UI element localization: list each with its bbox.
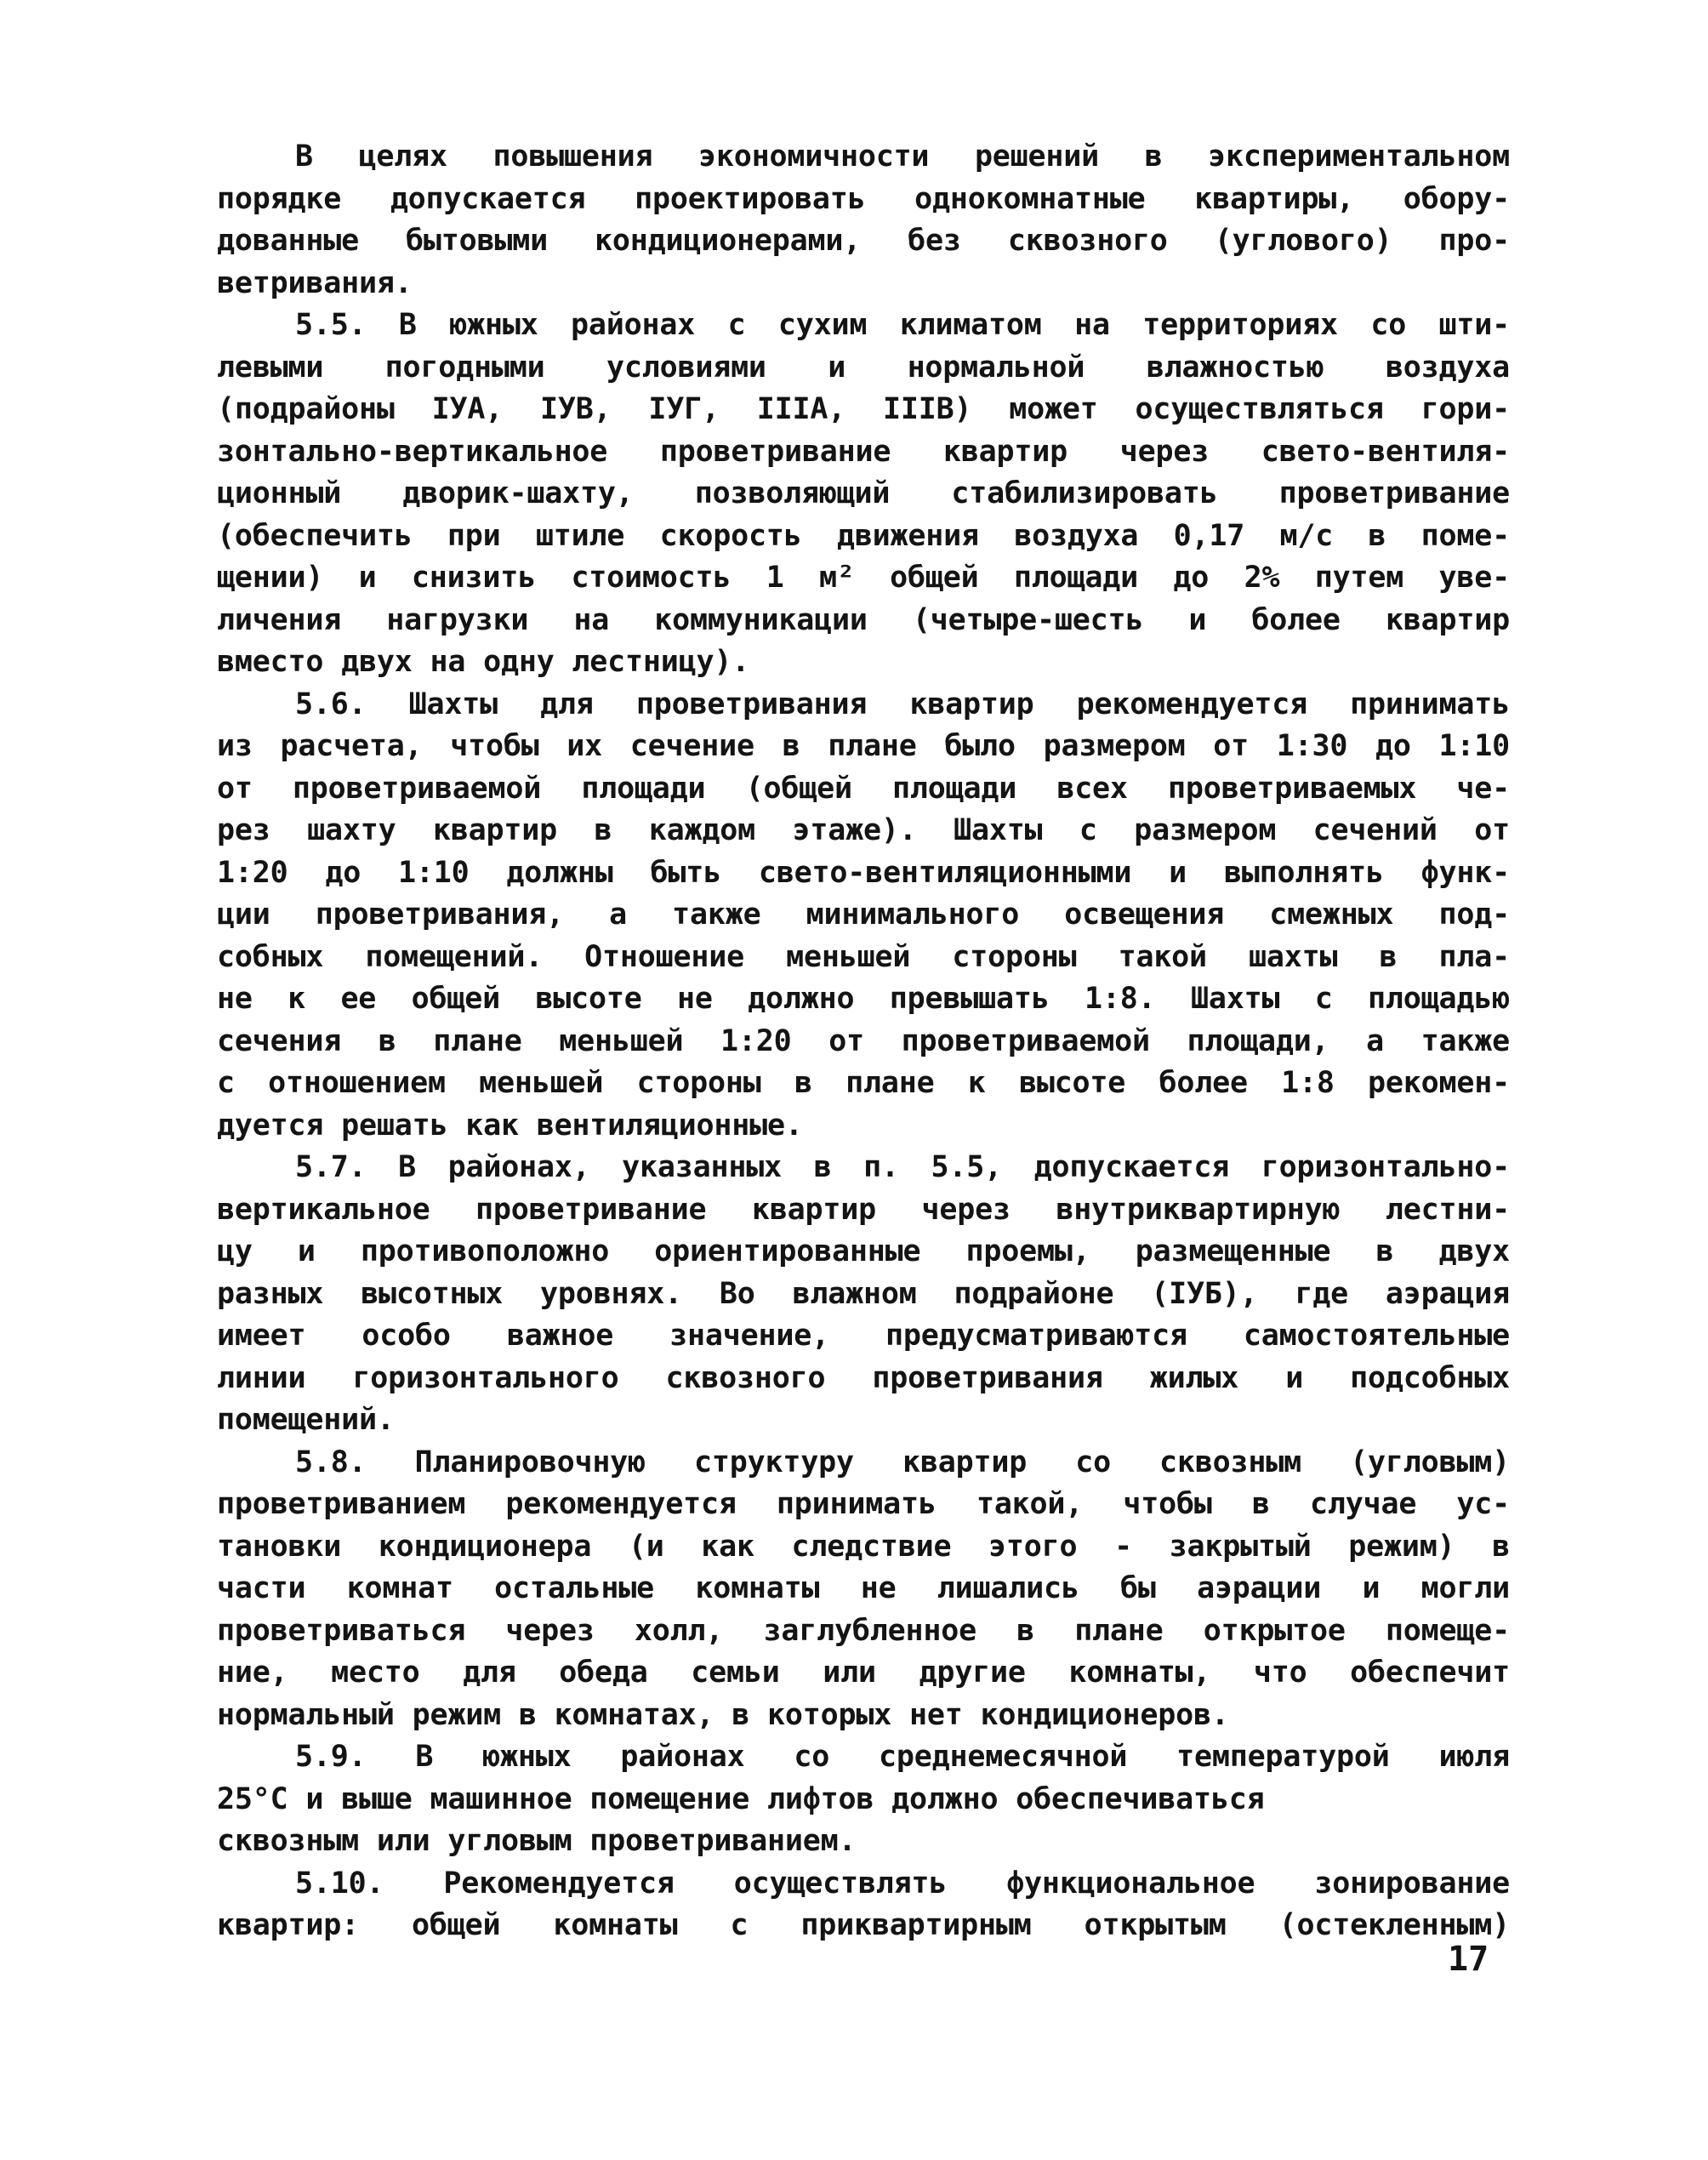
text-line: вместо двух на одну лестницу). — [217, 645, 750, 679]
text-line: части комнат остальные комнаты не лишались бы аэрации и могли — [217, 1571, 1510, 1605]
text-line: ветривания. — [217, 265, 413, 300]
text-line: 5.9. В южных районах со среднемесячной температурой июля — [295, 1740, 1510, 1774]
text-line: линии горизонтального сквозного проветривания жилых и подсобных — [217, 1360, 1510, 1395]
text-line: В целях повышения экономичности решений в экспериментальном — [295, 140, 1510, 174]
text-line: от проветриваемой площади (общей площади всех проветриваемых че- — [217, 771, 1510, 806]
text-line: (обеспечить при штиле скорость движения воздуха 0,17 м/с в поме- — [217, 518, 1510, 553]
text-line: 5.8. Планировочную структуру квартир со сквозным (угловым) — [295, 1445, 1510, 1479]
text-line: квартир: общей комнаты с приквартирным открытым (остекленным) — [217, 1908, 1510, 1942]
text-line: проветриванием рекомендуется принимать такой, чтобы в случае ус- — [217, 1487, 1510, 1521]
text-line: дуется решать как вентиляционные. — [217, 1108, 803, 1143]
text-line: зонтально-вертикальное проветривание квартир через свето-вентиля- — [217, 434, 1510, 469]
text-line: ции проветривания, а также минимального освещения смежных под- — [217, 898, 1510, 932]
text-line: ционный дворик-шахту, позволяющий стабилизировать проветривание — [217, 476, 1510, 510]
text-line: 5.5. В южных районах с сухим климатом на территориях со шти- — [295, 308, 1510, 342]
text-line: цу и противоположно ориентированные проемы, размещенные в двух — [217, 1234, 1510, 1268]
text-line: личения нагрузки на коммуникации (четыре-шесть и более квартир — [217, 602, 1510, 637]
text-line: 5.10. Рекомендуется осуществлять функциональное зонирование — [295, 1866, 1510, 1901]
text-line: 25°С и выше машинное помещение лифтов должно обеспечиваться — [217, 1781, 1265, 1816]
text-line: вертикальное проветривание квартир через внутриквартирную лестни- — [217, 1192, 1510, 1227]
text-line: порядке допускается проектировать однокомнатные квартиры, обору- — [217, 181, 1510, 216]
text-line: из расчета, чтобы их сечение в плане было размером от 1:30 до 1:10 — [217, 729, 1510, 763]
text-line: (подрайоны IУА, IУВ, IУГ, IIIА, IIIВ) может осуществляться гори- — [217, 392, 1510, 426]
text-line: 1:20 до 1:10 должны быть свето-вентиляционными и выполнять функ- — [217, 855, 1510, 890]
text-line: щении) и снизить стоимость 1 м² общей площади до 2% путем уве- — [217, 561, 1510, 595]
body-text — [217, 136, 1510, 1947]
text-line: 5.6. Шахты для проветривания квартир рекомендуется принимать — [295, 687, 1510, 721]
text-line: нормальный режим в комнатах, в которых нет кондиционеров. — [217, 1697, 1229, 1732]
text-line: с отношением меньшей стороны в плане к высоте более 1:8 рекомен- — [217, 1066, 1510, 1100]
text-line: проветриваться через холл, заглубленное в плане открытое помеще- — [217, 1613, 1510, 1648]
text-line: имеет особо важное значение, предусматриваются самостоятельные — [217, 1319, 1510, 1353]
text-line: тановки кондиционера (и как следствие этого - закрытый режим) в — [217, 1529, 1510, 1564]
text-line: сечения в плане меньшей 1:20 от проветриваемой площади, а также — [217, 1023, 1510, 1058]
text-line: левыми погодными условиями и нормальной влажностью воздуха — [217, 350, 1510, 385]
text-line: помещений. — [217, 1403, 395, 1437]
page-number: 17 — [1448, 1940, 1489, 1979]
text-line: разных высотных уровнях. Во влажном подрайоне (IУБ), где аэрация — [217, 1276, 1510, 1311]
text-line: собных помещений. Отношение меньшей стороны такой шахты в пла- — [217, 939, 1510, 974]
text-line: рез шахту квартир в каждом этаже). Шахты с размером сечений от — [217, 813, 1510, 847]
text-line: сквозным или угловым проветриванием. — [217, 1824, 857, 1858]
text-line: не к ее общей высоте не должно превышать 1:8. Шахты с площадью — [217, 982, 1510, 1016]
text-line: ние, место для обеда семьи или другие комнаты, что обеспечит — [217, 1656, 1510, 1690]
text-line: дованные бытовыми кондиционерами, без сквозного (углового) про- — [217, 224, 1510, 258]
text-line: 5.7. В районах, указанных в п. 5.5, допускается горизонтально- — [295, 1150, 1510, 1184]
